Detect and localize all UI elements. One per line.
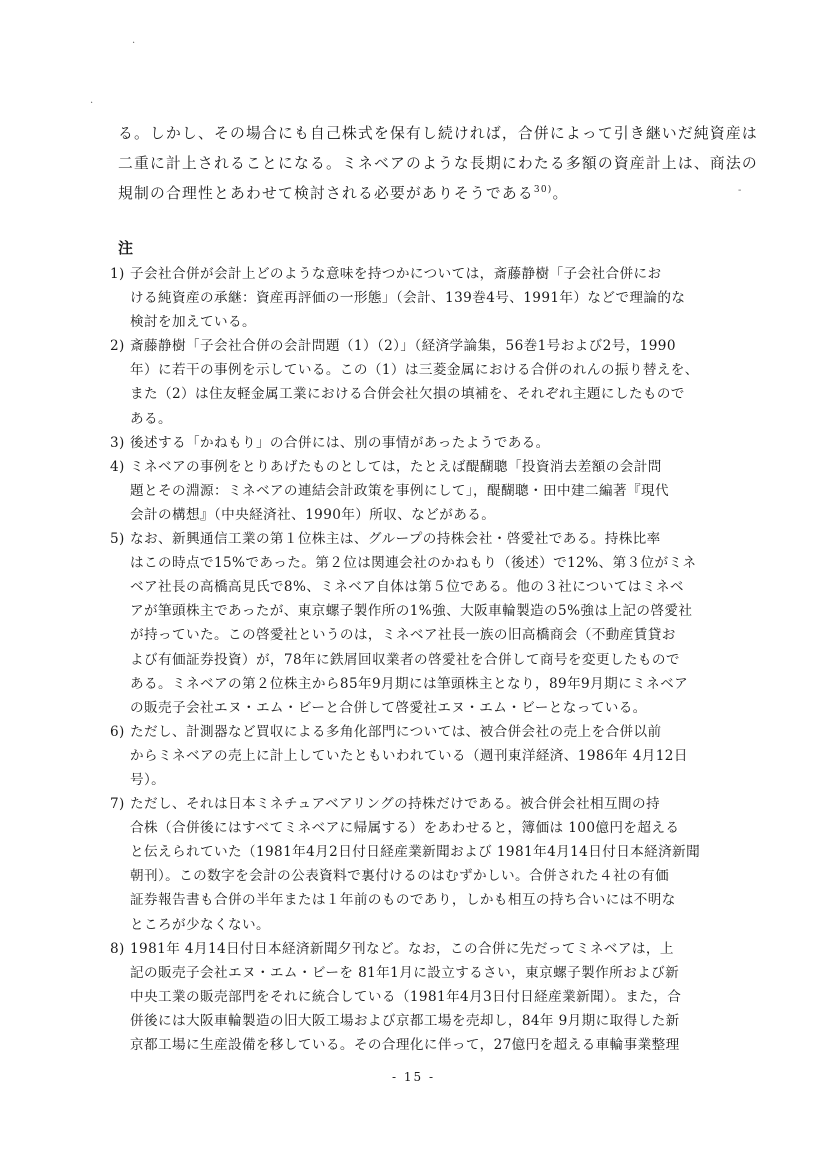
scan-speck: - <box>738 185 742 196</box>
footnote-text: 記の販売子会社エヌ・エム・ビーを 81年1月に設立するさい，東京螺子製作所および新 <box>130 964 680 981</box>
intro-line: 二重に計上されることになる。ミネベアのような長期にわたる多額の資産計上は、商法の <box>118 155 758 172</box>
footnote-text: 証券報告書も合併の半年または１年前のものであり，しかも相互の持ち合いには不明な <box>130 892 676 909</box>
footnote-line <box>110 382 750 406</box>
footnote-line <box>110 407 750 431</box>
footnote-text: が持っていた。この啓愛社というのは，ミネベア社長一族の旧高橋商会（不動産賃貸お <box>130 627 676 644</box>
footnote-text: 子会社合併が会計上どのような意味を持つかについては，斎藤静樹「子会社合併にお <box>130 266 662 282</box>
footnote-line <box>110 816 750 840</box>
footnote-number: 7) <box>110 796 125 813</box>
footnote-line <box>110 503 750 527</box>
footnote-line <box>110 262 750 286</box>
footnote-item <box>110 720 750 792</box>
footnote-number: 4) <box>110 458 125 475</box>
scan-speck: . <box>90 95 94 106</box>
footnote-number: 8) <box>110 940 125 957</box>
footnote-item <box>110 431 750 455</box>
footnote-line <box>110 1009 750 1033</box>
footnote-text: ある。ミネベアの第２位株主から85年9月期には筆頭株主となり，89年9月期にミネベア <box>130 675 689 692</box>
footnote-line <box>110 648 750 672</box>
footnote-line <box>110 623 750 647</box>
footnote-text: また（2）は住友軽金属工業における合併会社欠損の填補を、それぞれ主題にしたもので <box>130 386 685 403</box>
scan-speck: . <box>132 35 136 46</box>
page-number: - 15 - <box>391 1070 435 1084</box>
footnote-text: ただし、それは日本ミネチュアベアリングの持株だけである。被合併会社相互間の持 <box>130 796 660 813</box>
footnote-item <box>110 792 750 937</box>
footnote-number: 5) <box>110 531 125 548</box>
footnote-text: 朝刊）。この数字を会計の公表資料で裏付けるのはむずかしい。合併された４社の有価 <box>130 868 669 885</box>
footnote-item <box>110 937 750 1057</box>
footnote-number: 2) <box>110 338 125 355</box>
footnote-line <box>110 599 750 623</box>
footnote-line <box>110 575 750 599</box>
footnote-text: なお、新興通信工業の第１位株主は、グループの持株会社・啓愛社である。持株比率 <box>130 531 661 548</box>
footnote-line <box>110 913 750 937</box>
footnote-text: の販売子会社エヌ・エム・ビーと合併して啓愛社エヌ・エム・ビーとなっている。 <box>130 699 647 716</box>
footnote-line <box>110 792 750 816</box>
footnote-line <box>110 937 750 961</box>
footnote-line <box>110 527 750 551</box>
footnote-line <box>110 334 750 358</box>
footnote-text: よび有価証券投資）が，78年に鉄屑回収業者の啓愛社を合併して商号を変更したもので <box>130 651 680 668</box>
footnote-text: 年）に若干の事例を示している。この（1）は三菱金属における合併のれんの振り替えを、 <box>130 362 699 379</box>
footnote-text: ある。 <box>130 410 172 427</box>
footnote-text: アが筆頭株主であったが、東京螺子製作所の1%強、大阪車輪製造の5%強は上記の啓愛社 <box>130 603 693 620</box>
footnote-text: と伝えられていた（1981年4月2日付日経産業新聞および 1981年4月14日付日本経済新聞 <box>130 844 701 861</box>
footnote-line <box>110 286 750 310</box>
footnote-line <box>110 720 750 744</box>
footnote-text: 1981年 4月14日付日本経済新聞夕刊など。なお，この合併に先だってミネベアは，上 <box>130 940 674 957</box>
footnote-text: 会計の構想』（中央経済社、1990年）所収、などがある。 <box>130 506 496 523</box>
intro-paragraph <box>118 119 758 209</box>
footnote-line <box>110 696 750 720</box>
footnote-line <box>110 864 750 888</box>
footnote-number: 3) <box>110 434 125 451</box>
footnote-number: 6) <box>110 723 125 740</box>
footnote-text: ベア社長の高橋高見氏で8%、ミネベア自体は第５位である。他の３社についてはミネベ <box>130 579 684 596</box>
footnote-text: ミネベアの事例をとりあげたものとしては，たとえば醍醐聰「投資消去差額の会計問 <box>130 458 662 475</box>
footnote-line <box>110 985 750 1009</box>
footnote-text: 併後には大阪車輪製造の旧大阪工場および京都工場を売却し，84年 9月期に取得した新 <box>130 1012 680 1029</box>
notes-heading: 注 <box>118 239 134 257</box>
footnote-line <box>110 888 750 912</box>
footnote-line <box>110 961 750 985</box>
footnote-reference: 30) <box>533 185 553 196</box>
footnote-item <box>110 527 750 720</box>
footnote-line <box>110 431 750 455</box>
footnote-line <box>110 840 750 864</box>
footnote-text: 斎藤静樹「子会社合併の会計問題（1）（2）」（経済学論集，56巻1号および2号，1990 <box>130 338 676 355</box>
footnote-line <box>110 310 750 334</box>
footnote-text: からミネベアの売上に計上していたともいわれている（週刊東洋経済、1986年 4月12日 <box>130 747 688 764</box>
footnote-number: 1) <box>110 266 125 282</box>
footnote-item <box>110 334 750 430</box>
footnote-text: 号）。 <box>130 771 166 788</box>
footnote-text: はこの時点で15%であった。第２位は関連会社のかねもり（後述）で12%、第３位がミネ <box>130 555 697 572</box>
footnote-text: 合株（合併後にはすべてミネベアに帰属する）をあわせると，簿価は 100億円を超える <box>130 820 680 837</box>
footnote-line <box>110 768 750 792</box>
footnote-item <box>110 455 750 527</box>
intro-line-end: 。 <box>552 185 569 202</box>
intro-line-text: 規制の合理性とあわせて検討される必要がありそうである <box>118 185 534 202</box>
footnote-line <box>110 744 750 768</box>
footnote-line <box>110 1033 750 1057</box>
footnote-item <box>110 262 750 334</box>
footnote-text: 題とその淵源：ミネベアの連結会計政策を事例にして」，醍醐聰・田中建二編著『現代 <box>130 482 669 499</box>
footnote-line <box>110 672 750 696</box>
footnote-text: ところが少なくない。 <box>130 916 270 933</box>
footnote-text: 中央工業の販売部門をそれに統合している（1981年4月3日付日経産業新聞）。また，合 <box>130 988 682 1005</box>
footnote-text: ただし、計測器など買収による多角化部門については、被合併会社の売上を合併以前 <box>130 723 662 740</box>
footnote-text: 京都工場に生産設備を移している。その合理化に伴って，27億円を超える車輪事業整理 <box>130 1037 680 1053</box>
footnote-line <box>110 551 750 575</box>
footnote-line <box>110 358 750 382</box>
notes-list <box>110 262 750 1057</box>
footnote-text: 検討を加えている。 <box>130 314 256 331</box>
footnote-text: 後述する「かねもり」の合併には、別の事情があったようである。 <box>130 434 550 451</box>
intro-line: る。しかし、その場合にも自己株式を保有し続ければ，合併によって引き継いだ純資産は <box>118 125 758 142</box>
footnote-text: ける純資産の承継：資産再評価の一形態」（会計、139巻4号、1991年）などで理論的な <box>130 290 686 307</box>
intro-line-last <box>118 179 738 209</box>
footnote-line <box>110 455 750 479</box>
footnote-line <box>110 479 750 503</box>
